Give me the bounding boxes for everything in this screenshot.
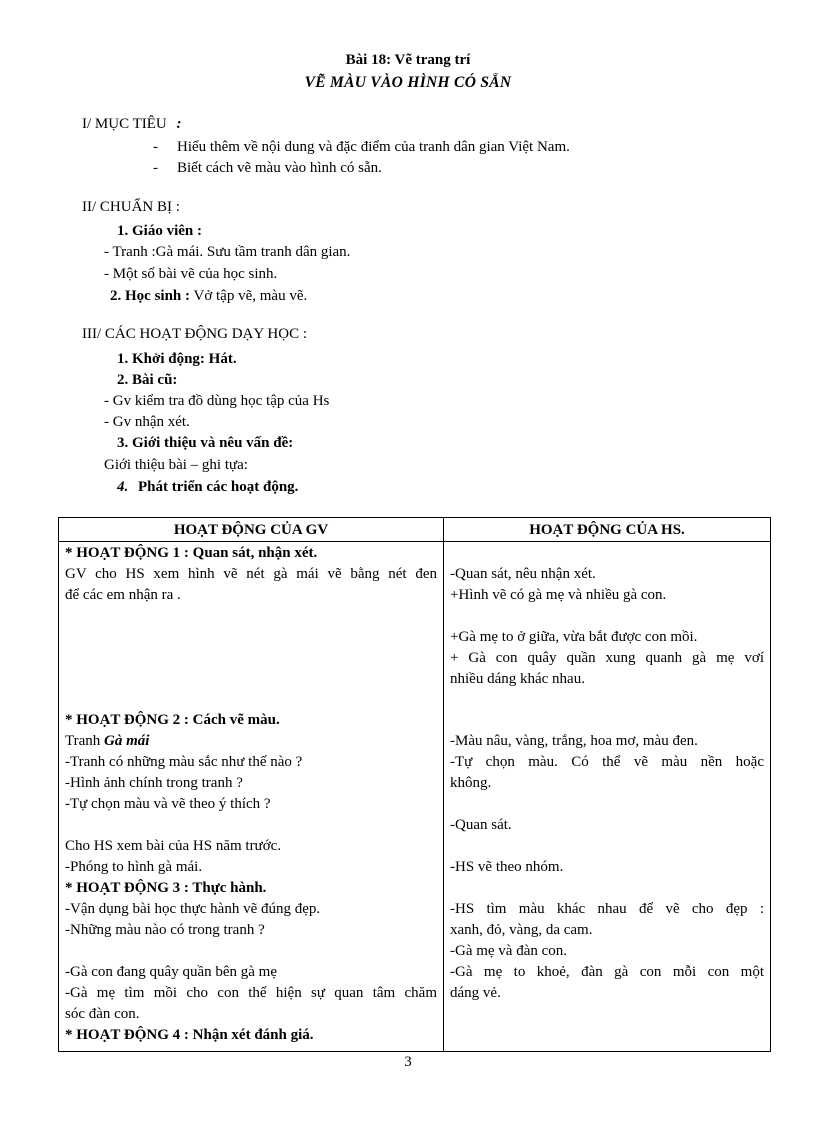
- section1-heading-text: I/ MỤC TIÊU: [82, 116, 167, 132]
- student-label: 2. Học sinh :: [110, 288, 191, 304]
- painting-name: Gà mái: [104, 733, 150, 749]
- hs-text: +Hình vẽ có gà mẹ và nhiều gà con.: [450, 587, 667, 603]
- intro-label: 3. Giới thiệu và nêu vấn đề:: [117, 435, 294, 451]
- lesson-title: VẼ MÀU VÀO HÌNH CÓ SẴN: [304, 74, 512, 91]
- hs-text: không.: [450, 775, 492, 791]
- section3-heading: III/ CÁC HOẠT ĐỘNG DẠY HỌC :: [82, 326, 307, 342]
- gv-activities-cell: [59, 542, 444, 1052]
- hs-text: + Gà con quây quần xung quanh gà mẹ vơí: [450, 650, 764, 666]
- teacher-item-1: - Tranh :Gà mái. Sưu tầm tranh dân gian.: [104, 244, 351, 260]
- hs-text: -Quan sát, nêu nhận xét.: [450, 566, 596, 582]
- painting-name-line: Tranh Gà mái: [65, 733, 150, 749]
- activity-4-heading: * HOẠT ĐỘNG 4 : Nhận xét đánh giá.: [65, 1027, 314, 1043]
- gv-text: GV cho HS xem hình vẽ nét gà mái vẽ bằng nét đen: [65, 566, 437, 582]
- hs-text: -HS vẽ theo nhóm.: [450, 859, 564, 875]
- gv-text: -Tự chọn màu và vẽ theo ý thích ?: [65, 796, 271, 812]
- gv-text: -Tranh có những màu sắc như thế nào ?: [65, 754, 303, 770]
- gv-text: -Hình ảnh chính trong tranh ?: [65, 775, 243, 791]
- develop-number: 4.: [117, 479, 129, 495]
- gv-text: -Gà con đang quây quần bên gà mẹ: [65, 964, 278, 980]
- teacher-label: 1. Giáo viên :: [117, 223, 202, 239]
- develop-line: [117, 477, 298, 498]
- gv-text: -Gà mẹ tìm mồi cho con thể hiện sự quan tâm chăm: [65, 985, 437, 1001]
- hs-text: -Gà mẹ to khoẻ, đàn gà con mỗi con một: [450, 964, 764, 980]
- gv-text: -Phóng to hình gà mái.: [65, 859, 203, 875]
- gv-text: sóc đàn con.: [65, 1006, 140, 1022]
- section1-colon: :: [176, 116, 182, 132]
- activity-1-heading: * HOẠT ĐỘNG 1 : Quan sát, nhận xét.: [65, 545, 318, 561]
- table-row: [59, 542, 771, 1052]
- gv-text: để các em nhận ra .: [65, 587, 181, 603]
- section1-heading: [82, 114, 181, 135]
- warmup: 1. Khởi động: Hát.: [117, 351, 237, 367]
- table-header-row: [59, 518, 771, 542]
- activities-table: [58, 517, 771, 1052]
- gv-text: -Những màu nào có trong tranh ?: [65, 922, 265, 938]
- teacher-item-2: - Một số bài vẽ của học sinh.: [104, 266, 278, 282]
- col-header-gv: HOẠT ĐỘNG CỦA GV: [59, 518, 444, 542]
- hs-text: dáng vẻ.: [450, 985, 501, 1001]
- objective-item-2: Biết cách vẽ màu vào hình có sẵn.: [177, 160, 382, 176]
- review-label: 2. Bài cũ:: [117, 372, 178, 388]
- bullet-dash-1: -: [153, 139, 158, 155]
- develop-label: Phát triển các hoạt động.: [138, 479, 299, 495]
- hs-text: -Tự chọn màu. Có thể vẽ màu nền hoặc: [450, 754, 764, 770]
- hs-text: xanh, đỏ, vàng, da cam.: [450, 922, 593, 938]
- review-item-1: - Gv kiểm tra đồ dùng học tập của Hs: [104, 393, 330, 409]
- activity-3-heading: * HOẠT ĐỘNG 3 : Thực hành.: [65, 880, 267, 896]
- gv-text: -Vận dụng bài học thực hành vẽ đúng đẹp.: [65, 901, 321, 917]
- activity-2-heading: * HOẠT ĐỘNG 2 : Cách vẽ màu.: [65, 712, 280, 728]
- intro-text: Giới thiệu bài – ghi tựa:: [104, 457, 248, 473]
- hs-text: -Màu nâu, vàng, trắng, hoa mơ, màu đen.: [450, 733, 698, 749]
- student-text: Vở tập vẽ, màu vẽ.: [190, 288, 308, 304]
- objective-item-1: Hiểu thêm về nội dung và đặc điểm của tranh dân gian Việt Nam.: [177, 139, 570, 155]
- review-item-2: - Gv nhận xét.: [104, 414, 190, 430]
- col-header-hs: HOẠT ĐỘNG CỦA HS.: [444, 518, 771, 542]
- bullet-dash-2: -: [153, 160, 158, 176]
- gv-text: Cho HS xem bài của HS năm trước.: [65, 838, 282, 854]
- section2-heading: II/ CHUẨN BỊ :: [82, 199, 180, 215]
- hs-text: +Gà mẹ to ở giữa, vừa bắt được con mồi.: [450, 629, 698, 645]
- hs-text: nhiều dáng khác nhau.: [450, 671, 585, 687]
- student-line: [110, 286, 307, 307]
- lesson-number: Bài 18: Vẽ trang trí: [345, 52, 471, 68]
- hs-text: -Quan sát.: [450, 817, 512, 833]
- page-number: 3: [404, 1054, 412, 1070]
- hs-activities-cell: [444, 542, 771, 1052]
- hs-text: -Gà mẹ và đàn con.: [450, 943, 568, 959]
- hs-text: -HS tìm màu khác nhau để vẽ cho đẹp :: [450, 901, 764, 917]
